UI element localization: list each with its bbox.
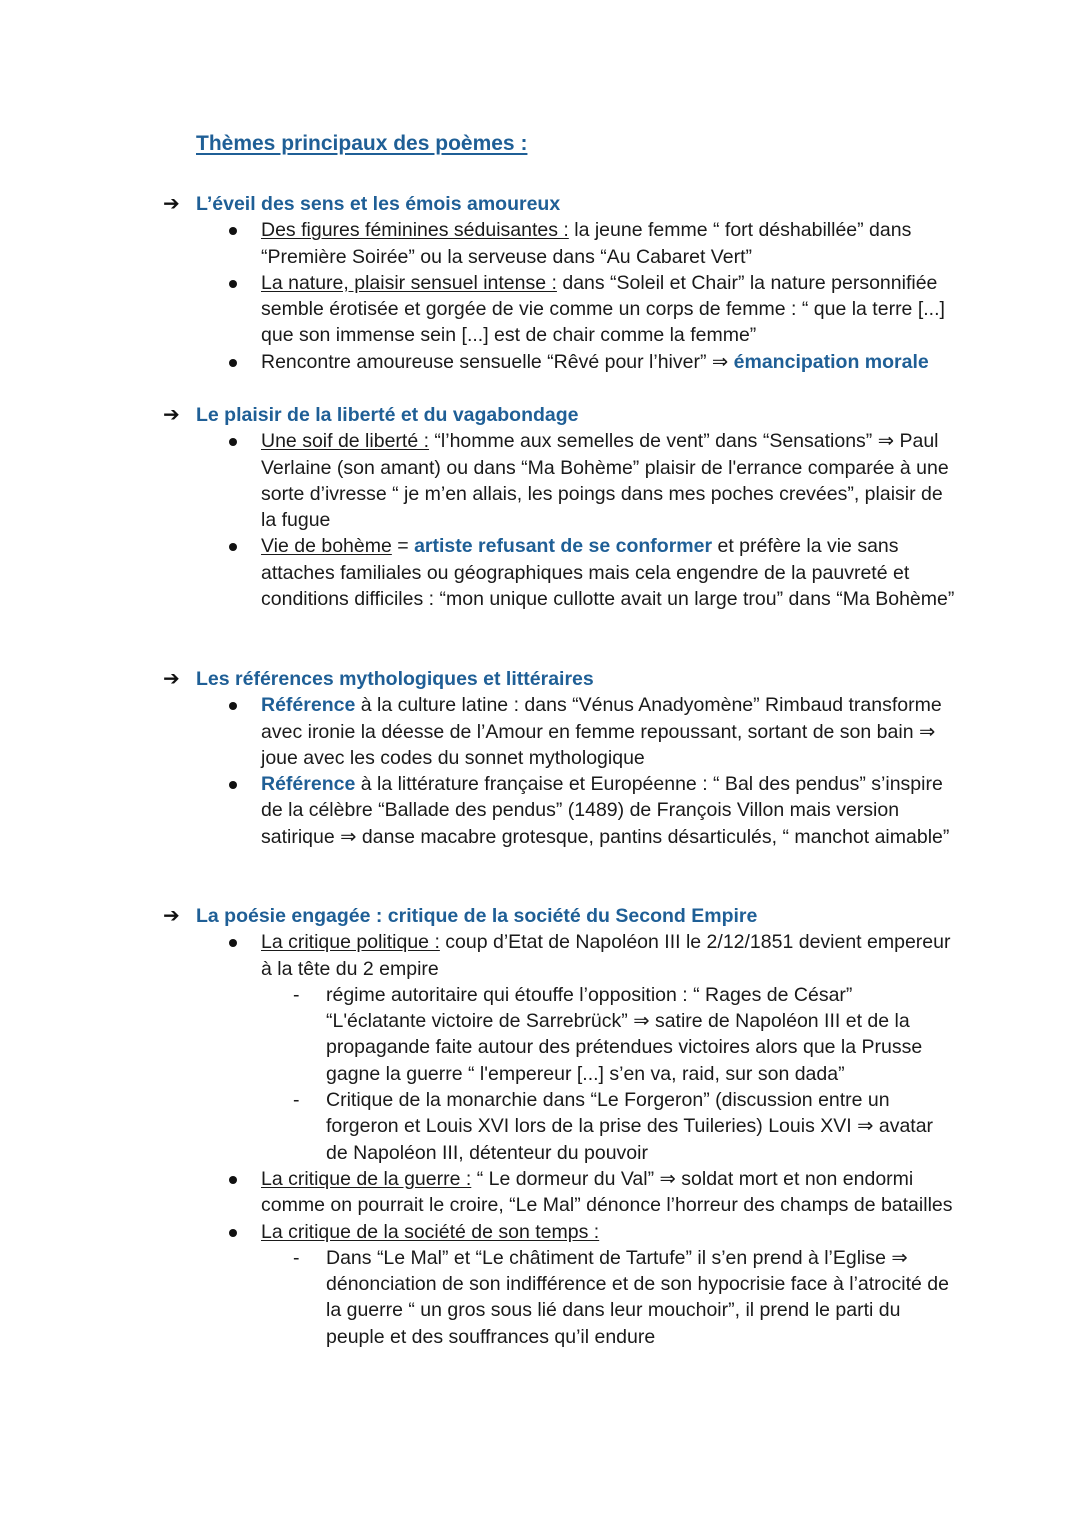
bullet-emphasis: Référence bbox=[261, 773, 356, 796]
list-item bbox=[0, 270, 1080, 349]
section-heading-text: Les références mythologiques et littéraires bbox=[196, 668, 594, 690]
bullet-label: Vie de bohème bbox=[261, 535, 392, 558]
list-item bbox=[0, 533, 1080, 612]
bullet-icon bbox=[229, 438, 237, 446]
sub-item-text: Dans “Le Mal” et “Le châtiment de Tartufe” il s’en prend à l’Eglise ⇒ dénonciation de son indifférence et de son hypocrisie face à l’atrocité de la guerre “ un gros sous lié dans leur mouchoir”, il prend le parti du peuple et des souffrances qu’il endure bbox=[326, 1246, 949, 1348]
page-title: Thèmes principaux des poèmes : bbox=[196, 132, 528, 155]
bullet-emphasis: Référence bbox=[261, 694, 356, 717]
list-item bbox=[0, 1219, 1080, 1245]
bullet-emphasis: émancipation morale bbox=[733, 350, 929, 373]
list-item bbox=[0, 217, 1080, 270]
sub-list-item bbox=[0, 1087, 1080, 1166]
section-heading bbox=[0, 402, 1080, 428]
bullet-icon bbox=[229, 781, 237, 789]
bullet-label: La critique politique : bbox=[261, 931, 440, 954]
sub-item-text: régime autoritaire qui étouffe l’opposition : “ Rages de César” “L'éclatante victoire de Sarrebrück” ⇒ satire de Napoléon III et de la propagande faite autour des prétendues victoires alors que la Prusse gagne la guerre “ l'empereur [...] s’en va, raid, sur son dada” bbox=[326, 983, 923, 1085]
list-item bbox=[0, 1166, 1080, 1219]
section-references bbox=[0, 666, 1080, 850]
section-eveil-des-sens bbox=[0, 191, 1080, 375]
bullet-icon bbox=[229, 1229, 237, 1237]
arrow-icon: ➔ bbox=[163, 404, 180, 426]
bullet-icon bbox=[229, 1176, 237, 1184]
bullet-icon bbox=[229, 359, 237, 367]
bullet-icon bbox=[229, 227, 237, 235]
bullet-label: La critique de la société de son temps : bbox=[261, 1220, 600, 1243]
bullet-label: Une soif de liberté : bbox=[261, 430, 430, 453]
sub-item-text: Critique de la monarchie dans “Le Forgeron” (discussion entre un forgeron et Louis XVI lors de la prise des Tuileries) Louis XVI ⇒ avatar de Napoléon III, détenteur du pouvoir bbox=[326, 1089, 934, 1164]
section-heading bbox=[0, 666, 1080, 692]
list-item bbox=[0, 771, 1080, 850]
section-heading bbox=[0, 191, 1080, 217]
bullet-text: Rencontre amoureuse sensuelle “Rêvé pour l’hiver” ⇒ bbox=[261, 350, 734, 373]
bullet-text-continued: et préfère la vie sans attaches familiales ou géographiques mais cela engendre de la pauvreté et conditions difficiles : “mon unique cullotte avait un large trou” dans “Ma Bohème” bbox=[261, 535, 955, 611]
sub-list-item bbox=[0, 982, 1080, 1087]
dash-icon: - bbox=[293, 1089, 300, 1112]
bullet-label: La nature, plaisir sensuel intense : bbox=[261, 271, 557, 294]
section-heading-text: La poésie engagée : critique de la société du Second Empire bbox=[196, 905, 758, 927]
section-liberte-vagabondage bbox=[0, 402, 1080, 612]
bullet-text: dans “Soleil et Chair” la nature personnifiée semble érotisée et gorgée de vie comme un corps de femme : “ que la terre [...] que son immense sein [...] est de chair comme la femme” bbox=[261, 271, 945, 347]
bullet-text: à la littérature française et Européenne : “ Bal des pendus” s’inspire de la célèbre “Ballade des pendus” (1489) de François Villon mais version satirique ⇒ danse macabre grotesque, pantins désarticulés, “ manchot aimable” bbox=[261, 773, 950, 848]
bullet-emphasis: artiste refusant de se conformer bbox=[414, 535, 713, 558]
section-poesie-engagee bbox=[0, 903, 1080, 1350]
bullet-text: coup d’Etat de Napoléon III le 2/12/1851 devient empereur à la tête du 2 empire bbox=[261, 931, 951, 980]
section-heading-text: Le plaisir de la liberté et du vagabondage bbox=[196, 404, 579, 426]
bullet-text: “ Le dormeur du Val” ⇒ soldat mort et non endormi comme on pourrait le croire, “Le Mal” dénonce l’horreur des champs de batailles bbox=[261, 1167, 953, 1217]
list-item bbox=[0, 929, 1080, 982]
bullet-icon bbox=[229, 939, 237, 947]
arrow-icon: ➔ bbox=[163, 668, 180, 690]
list-item bbox=[0, 692, 1080, 771]
dash-icon: - bbox=[293, 983, 300, 1006]
bullet-label: Des figures féminines séduisantes : bbox=[261, 219, 569, 242]
bullet-text: “l’homme aux semelles de vent” dans “Sensations” ⇒ Paul Verlaine (son amant) ou dans “Ma Bohème” plaisir de l'errance comparée à une sorte d’ivresse “ je m’en allais, les poings dans mes poches crevées”, plaisir de la fugue bbox=[261, 430, 949, 532]
section-heading-text: L’éveil des sens et les émois amoureux bbox=[196, 193, 561, 215]
bullet-text: = bbox=[391, 535, 415, 558]
bullet-label: La critique de la guerre : bbox=[261, 1167, 472, 1190]
bullet-icon bbox=[229, 280, 237, 288]
list-item bbox=[0, 428, 1080, 533]
dash-icon: - bbox=[293, 1246, 300, 1269]
bullet-text: la jeune femme “ fort déshabillée” dans “Première Soirée” ou la serveuse dans “Au Cabaret Vert” bbox=[261, 219, 912, 268]
bullet-icon bbox=[229, 543, 237, 551]
section-heading bbox=[0, 903, 1080, 929]
list-item bbox=[0, 349, 1080, 375]
arrow-icon: ➔ bbox=[163, 905, 180, 927]
bullet-icon bbox=[229, 702, 237, 710]
arrow-icon: ➔ bbox=[163, 193, 180, 215]
sub-list-item bbox=[0, 1245, 1080, 1350]
bullet-text: à la culture latine : dans “Vénus Anadyomène” Rimbaud transforme avec ironie la déesse de l’Amour en femme repoussant, sortant de son bain ⇒ joue avec les codes du sonnet mythologique bbox=[261, 694, 942, 769]
